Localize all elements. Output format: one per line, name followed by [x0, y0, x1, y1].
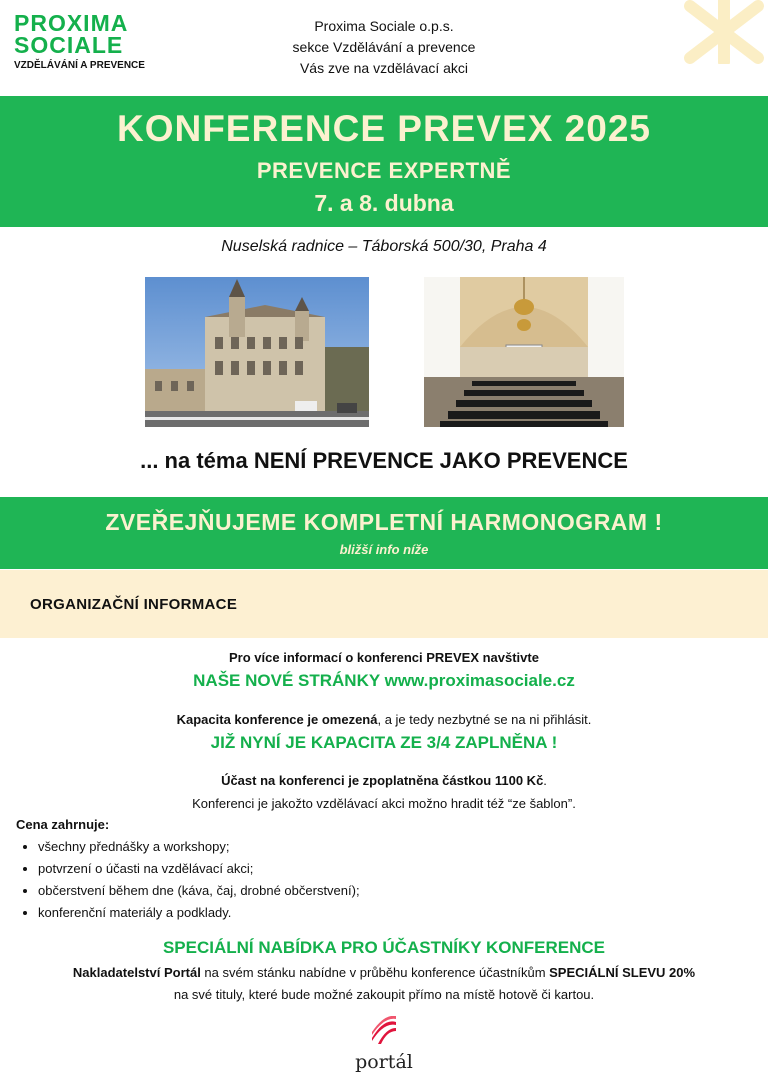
- offer-discount: SPECIÁLNÍ SLEVU 20%: [549, 965, 696, 980]
- list-item: • potvrzení o účasti na vzdělávací akci;: [38, 858, 360, 880]
- offer-title: SPECIÁLNÍ NABÍDKA PRO ÚČASTNÍKY KONFERENCE: [162, 938, 606, 957]
- theme-highlight: NENÍ PREVENCE JAKO PREVENCE: [253, 448, 628, 473]
- announcement-title: ZVEŘEJŇUJEME KOMPLETNÍ HARMONOGRAM !: [105, 509, 663, 535]
- title-banner: [0, 96, 768, 227]
- asterisk-decoration-icon: [676, 0, 768, 64]
- fee-text: [0, 773, 768, 788]
- org-info-header: [0, 570, 768, 638]
- theme-line: [0, 448, 768, 474]
- org-heading: ORGANIZAČNÍ INFORMACE: [30, 596, 238, 613]
- portal-emblem-icon: [370, 1016, 398, 1044]
- capacity-rest: , a je tedy nezbytné se na ni přihlásit.: [377, 712, 592, 727]
- offer-publisher: Nakladatelství Portál: [72, 965, 201, 980]
- list-item: • konferenční materiály a podklady.: [38, 902, 360, 924]
- venue: Nuselská radnice – Táborská 500/30, Praha 4: [221, 238, 547, 255]
- theme-prefix: ... na téma: [140, 448, 254, 473]
- fee-bold: Účast na konferenci je zpoplatněna částkou 1100 Kč: [221, 773, 544, 788]
- includes-label: Cena zahrnuje:: [16, 817, 110, 832]
- conference-subtitle: PREVENCE EXPERTNĚ: [256, 158, 512, 183]
- conference-dates: 7. a 8. dubna: [314, 190, 454, 216]
- includes-list: [20, 836, 360, 924]
- capacity-status: JIŽ NYNÍ JE KAPACITA ZE 3/4 ZAPLNĚNA !: [210, 733, 558, 752]
- logo-line2: SOCIALE: [14, 32, 124, 58]
- header-line2: sekce Vzdělávání a prevence: [292, 39, 476, 55]
- conference-title: KONFERENCE PREVEX 2025: [116, 108, 651, 149]
- fee-note: Konferenci je jakožto vzdělávací akci možno hradit též “ze šablon”.: [192, 796, 576, 811]
- town-hall-photo: [145, 277, 369, 427]
- header-line1: Proxima Sociale o.p.s.: [314, 18, 454, 34]
- offer-text: [0, 965, 768, 980]
- offer-mid: na svém stánku nabídne v průběhu konference účastníkům: [200, 965, 550, 980]
- list-item: • občerstvení během dne (káva, čaj, drobné občerstvení);: [38, 880, 360, 902]
- offer-line2: na své tituly, které bude možné zakoupit přímo na místě hotově či kartou.: [173, 987, 595, 1002]
- proxima-logo: [14, 12, 164, 71]
- portal-name: portál: [355, 1051, 413, 1073]
- header-text: [234, 16, 534, 79]
- website-link[interactable]: NAŠE NOVÉ STRÁNKY www.proximasociale.cz: [193, 671, 575, 690]
- visit-text: Pro více informací o konferenci PREVEX navštivte: [229, 650, 539, 665]
- conference-hall-photo: [424, 277, 624, 427]
- header-line3: Vás zve na vzdělávací akci: [299, 60, 469, 76]
- capacity-text: [0, 712, 768, 727]
- announcement-sub: bližší info níže: [339, 542, 429, 557]
- list-item: • všechny přednášky a workshopy;: [38, 836, 360, 858]
- logo-line1: PROXIMA: [14, 10, 129, 36]
- logo-line3: VZDĚLÁVÁNÍ A PREVENCE: [14, 60, 145, 71]
- announcement-banner: [0, 497, 768, 569]
- capacity-bold: Kapacita konference je omezená: [176, 712, 378, 727]
- fee-end: .: [543, 773, 547, 788]
- portal-logo: [352, 1016, 416, 1073]
